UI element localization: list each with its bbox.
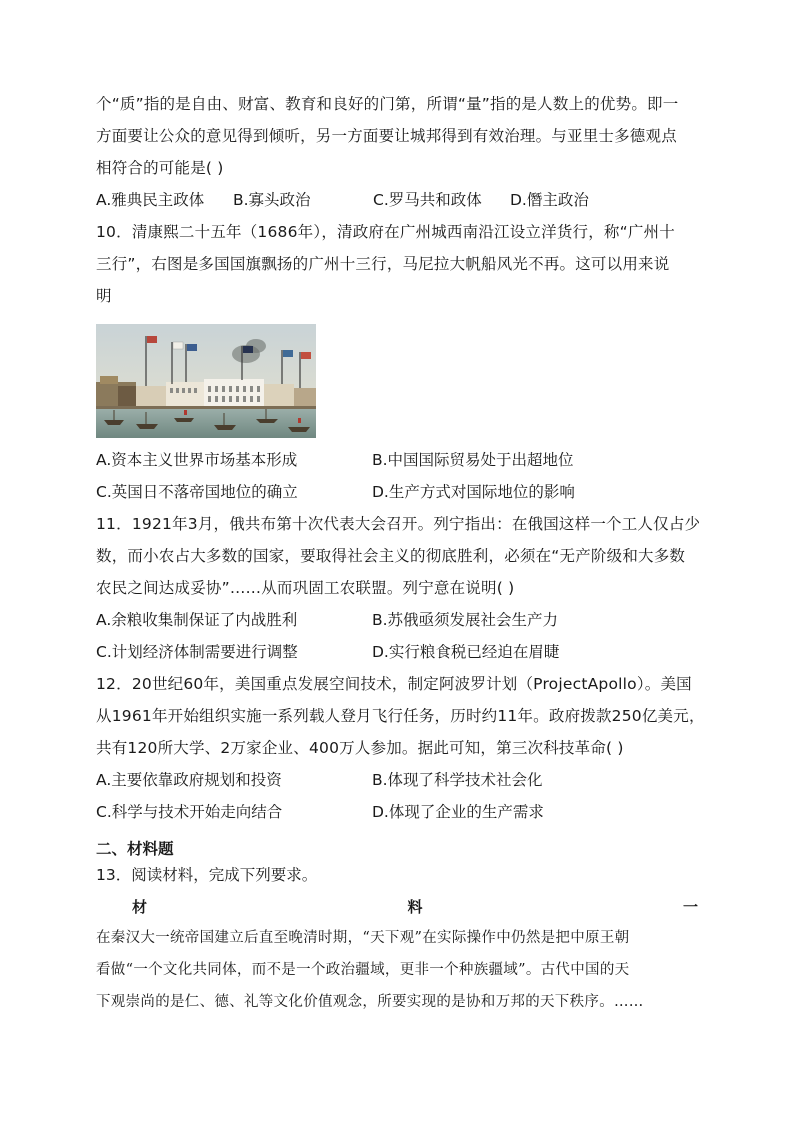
material-heading-char: 料 [407, 898, 423, 916]
question-13-intro: 13．阅读材料，完成下列要求。 [96, 866, 318, 884]
choice-a[interactable]: A.主要依靠政府规划和投资 [96, 771, 282, 789]
choice-a[interactable]: A.资本主义世界市场基本形成 [96, 451, 298, 469]
question-12-stem [96, 668, 705, 764]
question-10-choices-row-1 [96, 444, 698, 476]
question-text-line: 11．1921年3月，俄共布第十次代表大会召开。列宁指出：在俄国这样一个工人仅占少 [96, 515, 701, 533]
canton-thirteen-factories-painting [96, 324, 316, 438]
choice-a[interactable]: A.雅典民主政体 [96, 191, 205, 209]
material-heading-char: 一 [682, 898, 698, 916]
choice-d[interactable]: D.实行粮食税已经迫在眉睫 [372, 643, 560, 661]
question-11-stem [96, 508, 701, 604]
choice-c[interactable]: C.科学与技术开始走向结合 [96, 803, 283, 821]
question-text-line: 农民之间达成妥协”……从而巩固工农联盟。列宁意在说明( ) [96, 579, 515, 597]
question-text-line: 明 [96, 287, 112, 305]
question-9-stem [96, 88, 698, 184]
choice-b[interactable]: B.苏俄亟须发展社会生产力 [372, 611, 559, 629]
choice-d[interactable]: D.生产方式对国际地位的影响 [372, 483, 575, 501]
choice-a[interactable]: A.余粮收集制保证了内战胜利 [96, 611, 298, 629]
question-text-line: 方面要让公众的意见得到倾听，另一方面要让城邦得到有效治理。与亚里士多德观点 [96, 127, 677, 145]
question-text-line: 个“质”指的是自由、财富、教育和良好的门第，所谓“量”指的是人数上的优势。即一 [96, 95, 679, 113]
question-text-line: 三行”，右图是多国国旗飘扬的广州十三行，马尼拉大帆船风光不再。这可以用来说 [96, 255, 670, 273]
question-11-choices-row-1 [96, 604, 698, 636]
question-text-line: 12．20世纪60年，美国重点发展空间技术，制定阿波罗计划（ProjectApollo）。美国 [96, 675, 692, 693]
choice-b[interactable]: B.寡头政治 [233, 191, 311, 209]
material-text [96, 922, 698, 1018]
choice-c[interactable]: C.英国日不落帝国地位的确立 [96, 483, 298, 501]
exam-page [96, 88, 705, 1018]
choice-b[interactable]: B.中国国际贸易处于出超地位 [372, 451, 574, 469]
choice-d[interactable]: D.体现了企业的生产需求 [372, 803, 544, 821]
material-text-line: 看做“一个文化共同体，而不是一个政治疆域，更非一个种族疆域”。古代中国的天 [96, 962, 630, 978]
question-text-line: 数，而小农占大多数的国家，要取得社会主义的彻底胜利，必须在“无产阶级和大多数 [96, 547, 686, 565]
question-12-choices-row-1 [96, 764, 698, 796]
choice-c[interactable]: C.计划经济体制需要进行调整 [96, 643, 298, 661]
question-10-choices-row-2 [96, 476, 698, 508]
material-heading [96, 892, 698, 922]
section-heading: 二、材料题 [96, 840, 174, 858]
question-text-line: 相符合的可能是( ) [96, 159, 224, 177]
question-10-stem [96, 216, 698, 312]
question-12-choices-row-2 [96, 796, 698, 828]
choice-c[interactable]: C.罗马共和政体 [373, 191, 482, 209]
question-text-line: 10．清康熙二十五年（1686年），清政府在广州城西南沿江设立洋货行，称“广州十 [96, 223, 675, 241]
question-text-line: 从1961年开始组织实施一系列载人登月飞行任务，历时约11年。政府拨款250亿美元， [96, 707, 705, 725]
choice-d[interactable]: D.僭主政治 [510, 191, 589, 209]
material-heading-char: 材 [132, 898, 148, 916]
question-11-choices-row-2 [96, 636, 698, 668]
material-text-line: 下观崇尚的是仁、德、礼等文化价值观念，所要实现的是协和万邦的天下秩序。…… [96, 994, 644, 1010]
choice-b[interactable]: B.体现了科学技术社会化 [372, 771, 543, 789]
question-9-choices [96, 184, 698, 216]
question-text-line: 共有120所大学、2万家企业、400万人参加。据此可知，第三次科技革命( ) [96, 739, 624, 757]
material-text-line: 在秦汉大一统帝国建立后直至晚清时期，“天下观”在实际操作中仍然是把中原王朝 [96, 930, 630, 946]
